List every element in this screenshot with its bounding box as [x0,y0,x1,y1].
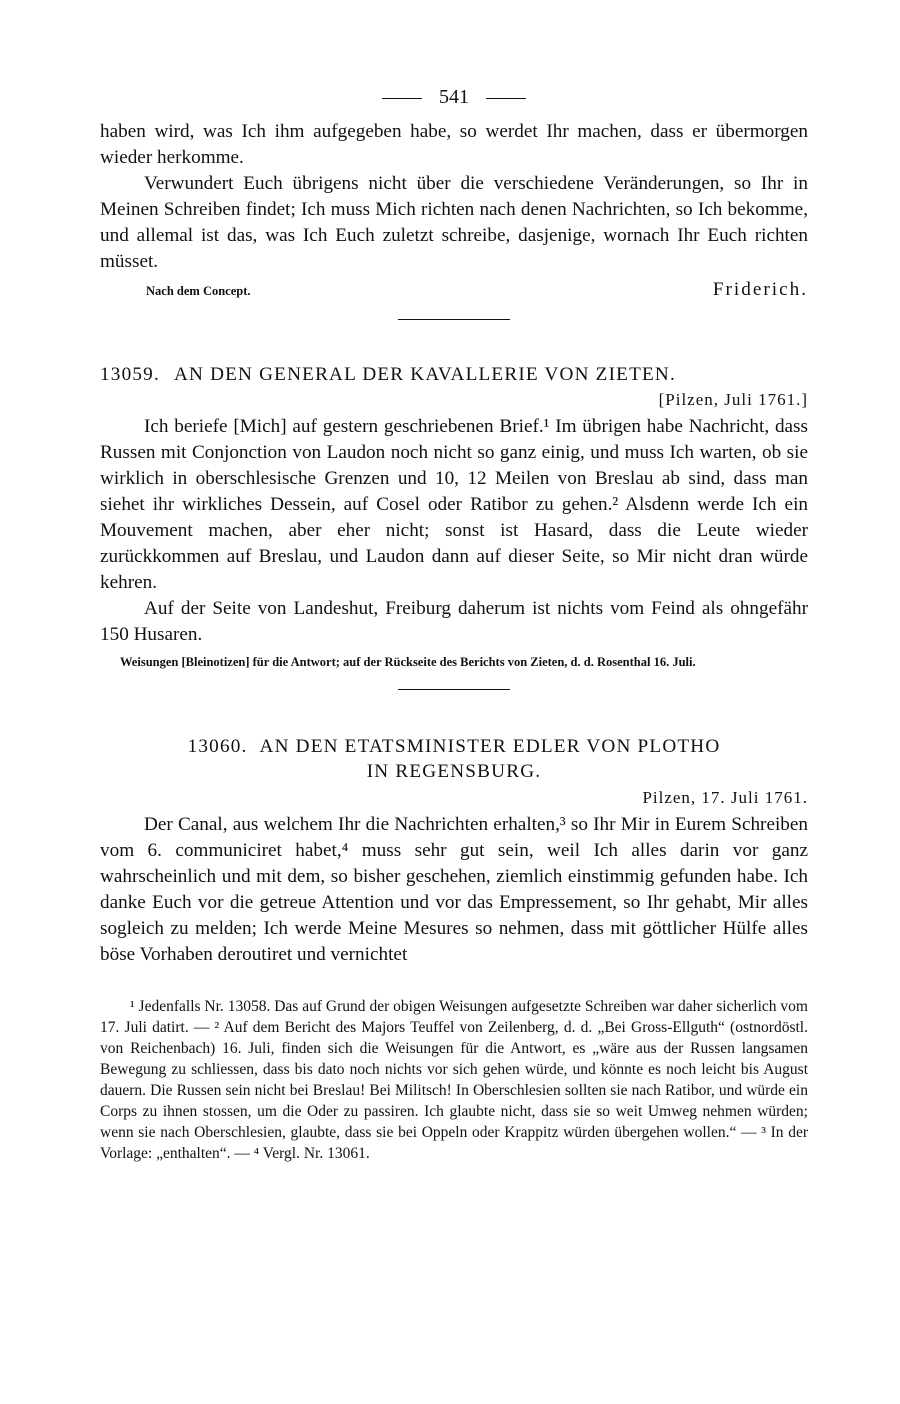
letter-13060-dateline: Pilzen, 17. Juli 1761. [642,788,808,807]
top-paragraph-2: Verwundert Euch übrigens nicht über die verschiedene Veränderungen, so Ihr in Meinen Schreiben findet; Ich muss Mich richten nach denen Nachrichten, so Ich bekomme, und allemal ist das, was Ich Euch zuletzt schreibe, dasjenige, wornach Ihr Euch richten müsset. [100,173,808,272]
page-number-row [100,86,808,109]
letter-13060-paragraph-1: Der Canal, aus welchem Ihr die Nachrichten erhalten,³ so Ihr Mir in Eurem Schreiben vom 6. communiciret habet,⁴ muss sehr gut sein, weil Ich alles darin vor ganz wahrscheinlich und mit dem, so bisher geschehen, ziemlich einstimmig gefunden habe. Ich danke Euch vor die getreue Attention und vor das Empressement, so Ihr gehabt, Mir alles sogleich zu melden; Ich werde Meine Mesures so nehmen, dass mit göttlicher Hülfe alles böse Vorhaben deroutiret und vernichtet [100,814,808,965]
letter-13060-recipient: AN DEN ETATSMINISTER EDLER VON PLOTHO [259,736,721,757]
section-divider-1 [398,319,510,320]
letter-13059-paragraph-2: Auf der Seite von Landeshut, Freiburg daherum ist nichts vom Feind als ohngefähr 150 Husaren. [100,598,808,645]
letter-13059-dateline: [Pilzen, Juli 1761.] [658,390,808,409]
letter-13059-recipient: AN DEN GENERAL DER KAVALLERIE VON ZIETEN. [173,364,676,385]
page-number-dash-right [486,98,526,99]
signature-row [100,279,808,301]
page-number-dash-left [382,98,422,99]
signature: Friderich. [712,279,808,300]
letter-13060-heading-line-2: IN REGENSBURG. [366,761,542,782]
letter-13060-heading-line-1 [100,734,808,759]
letter-13059-heading [100,364,808,386]
footnotes [100,996,808,1164]
footnotes-text: ¹ Jedenfalls Nr. 13058. Das auf Grund der obigen Weisungen aufgesetzte Schreiben war daher sicherlich vom 17. Juli datirt. — ² Auf dem Bericht des Majors Teuffel von Zeilenberg, d. d. „Bei Gross-Ellguth“ (ostnordöstl. von Reichenbach) 16. Juli, finden sich die Weisungen für die Antwort, es „wäre aus der Russen langsamen Bewegung zu schliessen, dass bis dato noch nichts vor sich gehen würde, und könnte es noch leicht bis August dauern. Die Russen sein nicht bei Breslau! Bei Militsch! In Oberschlesien sollten sie nach Ratibor, und würde ein Corps zu ihnen stossen, um die Oder zu passiren. Ich glaubte nicht, dass sie so weit Umweg nehmen würden; wenn sie nach Oberschlesien, glaubte, dass sie bei Oppeln oder Krappitz würden übergehen wollen.“ — ³ In der Vorlage: „enthalten“. — ⁴ Vergl. Nr. 13061. [100,998,808,1162]
book-page [100,86,808,1164]
letter-13060-heading [100,734,808,784]
top-paragraph-1: haben wird, was Ich ihm aufgegeben habe, so werdet Ihr machen, dass er übermorgen wieder herkomme. [100,121,808,168]
page-number: 541 [439,86,469,108]
letter-13059-number: 13059. [100,364,160,385]
source-note: Nach dem Concept. [146,284,251,298]
letter-13059-paragraph-1: Ich beriefe [Mich] auf gestern geschriebenen Brief.¹ Im übrigen habe Nachricht, dass Russen mit Conjonction von Laudon noch nicht so ganz einig, und muss Ich warten, ob sie wirklich in oberschlesische Grenzen und 10, 12 Meilen von Breslau ab sind, dass man siehet ihr wirkliches Dessein, auf Cosel oder Ratibor zu gehen.² Alsdenn werde Ich ein Mouvement machen, aber eher nicht; sonst ist Hasard, dass die Leute wieder zurückkommen auf Breslau, und Laudon dann auf dieser Seite, so Mir nicht dran würde kehren. [100,416,808,593]
section-divider-2 [398,689,510,690]
letter-13059-note: Weisungen [Bleinotizen] für die Antwort; auf der Rückseite des Berichts von Zieten, d. d. Rosenthal 16. Juli. [120,655,696,669]
letter-13060-number: 13060. [187,736,248,757]
